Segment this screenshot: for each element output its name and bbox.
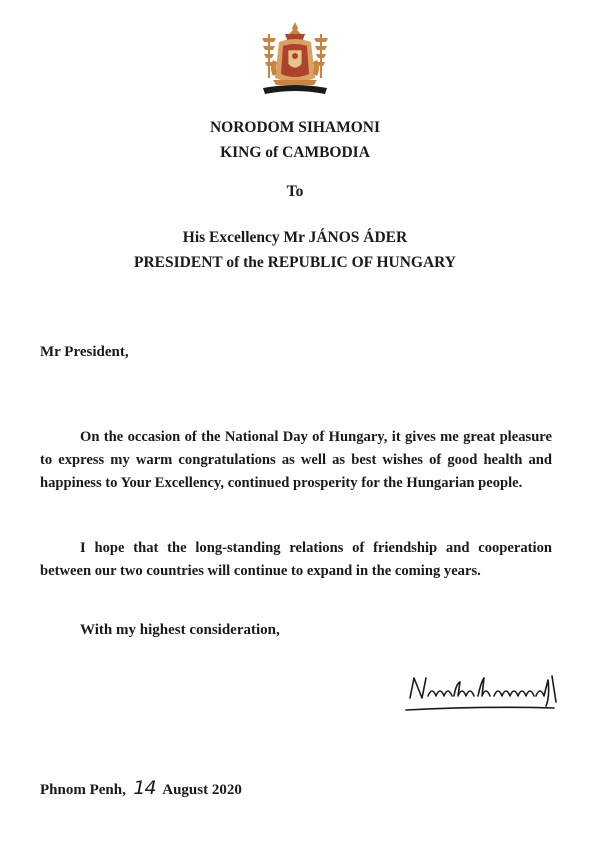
to-label: To [286, 183, 304, 200]
recipient-title: PRESIDENT of the REPUBLIC OF HUNGARY [134, 254, 456, 271]
royal-arms-of-cambodia-icon [255, 20, 335, 100]
handwritten-day: 14 [133, 777, 156, 799]
month-year: August 2020 [162, 782, 242, 798]
sender-title: KING of CAMBODIA [220, 144, 370, 161]
salutation: Mr President, [40, 344, 129, 360]
place-and-date [40, 777, 242, 799]
body-paragraph: I hope that the long-standing relations of friendship and cooperation between our two countries will continue to expand in the coming years. [40, 540, 552, 579]
body-paragraph: On the occasion of the National Day of Hungary, it gives me great pleasure to express my warm congratulations as well as best wishes of good health and happiness to Your Excellency, continued prosperity for the Hungarian people. [40, 429, 552, 491]
closing-line: With my highest consideration, [80, 622, 280, 638]
recipient-name: His Excellency Mr JÁNOS ÁDER [182, 229, 408, 246]
place: Phnom Penh, [40, 782, 126, 798]
sender-block [0, 115, 590, 165]
handwritten-signature [404, 668, 564, 720]
addressee-block [0, 225, 590, 275]
sender-name: NORODOM SIHAMONI [209, 119, 381, 136]
